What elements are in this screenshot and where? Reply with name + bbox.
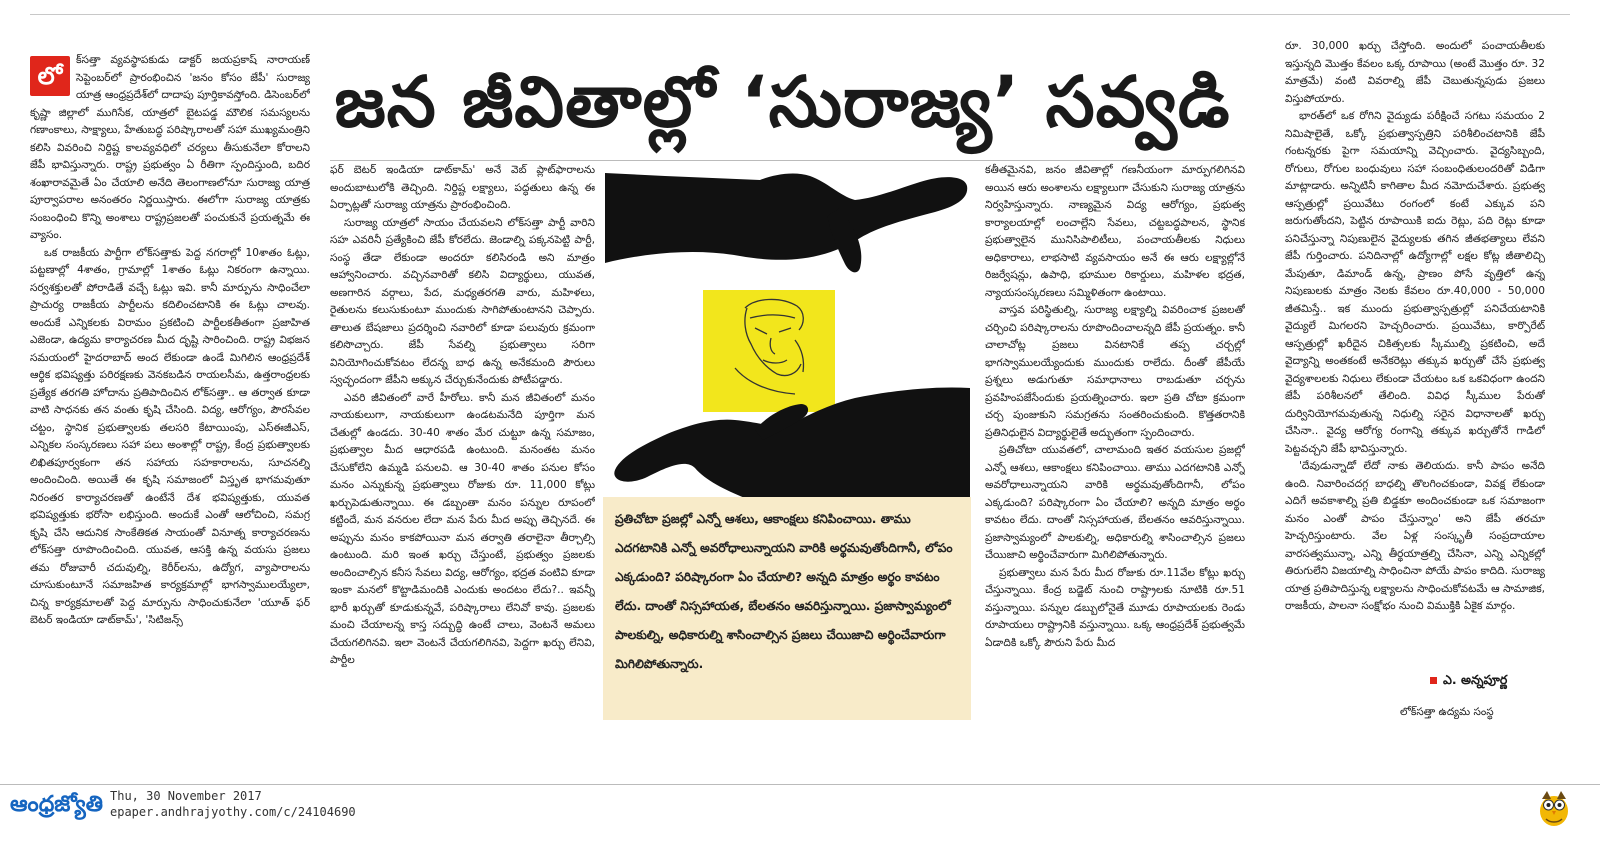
red-square-bullet-icon xyxy=(1430,677,1437,684)
column-2-para-2: సురాజ్య యాత్రలో సాయం చేయవలని లోక్‌సత్తా పార్టీ వారిని సహ ఎవరినీ ప్రత్యేకించి జేపీ కోరలేదు. జెండాల్ని పక్కనపెట్టి పార్టీ, సంస్థ తేడా లేకుండా అందరూ కలిసిరండి అని మాత్రం ఆహ్వానించారు. వచ్చినవారితో కలిసి విద్యార్థులు, యువత, అణగారిన వర్గాలు, పేద, మధ్యతరగతి వారు, మహిళలు, రైతులను కలుసుకుంటూ ముందుకు సాగిపోతుంటానని చెప్పారు. తాలుత బేషజాలు ప్రదర్శించి నవారిలో కూడా పలువురు క్రమంగా కలిసొచ్చారు. జేపీ సేవల్ని ప్రభుత్వాలు సరిగా వినియోగించుకోవటం లేదన్న బాధ ఉన్న అనేకమంది పౌరులు స్వచ్ఛందంగా జేపీని అక్కున చేర్చుకునేందుకు పోటీపడ్డారు. xyxy=(330,216,595,386)
column-4-para-2: భారత్‌లో ఒక రోగిని వైద్యుడు పరీక్షించే సగటు సమయం 2 నిమిషాలైతే, ఒక్కో ప్రభుత్వాస్పత్రిని పరిశీలించటానికి జేపీ గంటన్నరకు పైగా సమయాన్ని వెచ్చించారు. వైద్యసిబ్బంది, రోగులు, రోగుల బంధువులు సహా సంబంధితులందరితో విడిగా మాట్లాడారు. అన్నిటినీ కాగితాల మీద నమోదుచేశారు. ప్రభుత్వ ఆస్పత్రుల్లో ప్రయివేటు రంగంలో కంటే ఎక్కువ పని జరుగుతోందని, పెట్టిన రూపాయికి ఐదు రెట్లు, పది రెట్లు కూడా పనిచేస్తున్నా నిపుణులైన వైద్యులకు తగిన జీతభత్యాలు లేవని జేపీ గుర్తించారు. పనిదినాల్లో ఉద్యోగాల్లో లక్షల కోట్ల జీతాలిచ్చి మేపుతూ, డిమాండ్ ఉన్న, ప్రాణం పోసే వృత్తిలో ఉన్న నిపుణులకు మాత్రం నెలకు కేవలం రూ.40,000 - 50,000 జీతమిస్తే.. ఇక ముందు ప్రభుత్వాస్పత్రుల్లో పనిచేయటానికి వైద్యులే మిగలరని హెచ్చరించారు. ప్రయివేటు, కార్పొరేట్ ఆస్పత్రుల్లో ఖరీదైన చికిత్సలకు స్కీముల్ని ప్రకటించి, అదే వైద్యాన్ని అంతకంటే అనేకరెట్లు తక్కువ ఖర్చుతో చేసే ప్రభుత్వ వైద్యశాలలకు నిధులు లేకుండా చేయటం ఒక ఒకవిధంగా ఉందని జేపీ పరిశీలనలో తేలింది. వివిధ స్కీముల పేరుతో దుర్వినియోగమవుతున్న నిధుల్ని సరైన విధానాలతో ఖర్చు చేసినా.. వైద్య ఆరోగ్య రంగాన్ని తక్కువ ఖర్చుతోనే గాడిలో పెట్టవచ్చని జేపీ భావిస్తున్నారు. xyxy=(1285,110,1545,455)
article-headline: జన జీవితాల్లో ‘సురాజ్య’ సవ్వడి xyxy=(334,61,1231,143)
article-column-1 xyxy=(30,52,310,722)
andhrajyothy-logo[interactable]: ఆంధ్రజ్యోతి xyxy=(10,792,103,817)
column-3-para-2: వాస్తవ పరిస్థితుల్ని, సురాజ్య లక్ష్యాల్ని వివరించాక ప్రజలతో చర్చించి పరిష్కారాలను రూపొందించాలన్నది జేపీ ప్రయత్నం. కానీ చాలాచోట్ల ప్రజలు వినటానికే తప్ప చర్చల్లో భాగస్వాములయ్యేందుకు ముందుకు రాలేదు. దీంతో జేపీయే ప్రశ్నలు అడుగుతూ సమాధానాలు రాబడుతూ చర్చను ప్రవహింపజేసేందుకు ప్రయత్నించారు. ఇలా ప్రతి చోటా క్రమంగా చర్చ పుంజుకుని సమగ్రతను సంతరించుకుంది. కొత్తతరానికి ప్రతినిధులైన విద్యార్థులైతే అద్భుతంగా స్పందించారు. xyxy=(985,304,1245,439)
column-4-para-1: రూ. 30,000 ఖర్చు చేస్తోంది. అందులో పంచాయతీలకు ఇస్తున్నది మొత్తం కేవలం ఒక్క రూపాయి (అంటే మొత్తం రూ. 32 మాత్రమే) వంటి వివరాల్ని జేపీ చెబుతున్నపుడు ప్రజలు విస్తుపోయారు. xyxy=(1285,40,1545,105)
article-column-2 xyxy=(330,162,595,722)
author-byline xyxy=(1430,672,1507,691)
column-1-para-1: క్‌సత్తా వ్యవస్థాపకుడు డాక్టర్ జయప్రకాష్ నారాయణ్ సెప్టెంబర్‌లో ప్రారంభించిన 'జనం కోసం జేపీ' సురాజ్య యాత్ర ఆంధ్రప్రదేశ్‌లో దాదాపు పూర్తికావస్తోంది. డిసెంబర్‌లో కృష్ణా జిల్లాలో ముగిసేక, యాత్రలో బైటపడ్డ మౌలిక సమస్యలను గణాంకాలు, సాక్ష్యాలు, హేతుబద్ధ పరిష్కారాలతో సహా ముఖ్యమంత్రిని కలిసి వివరించి నిర్దిష్ట కాలవ్యవధిలో చర్యలు తీసుకునేలా కోరాలని జేపీ భావిస్తున్నారు. రాష్ట్ర ప్రభుత్వం ఏ రీతిగా స్పందిస్తుంది, బదిర శంఖారావమైతే ఏం చేయాలి అనేది తెలంగాణలోనూ సురాజ్య యాత్ర పూర్వాపరాల అనంతరం నిర్ణయిస్తారు. ఈలోగా సురాజ్య యాత్రకు సంబంధించి కొన్ని అంశాలు రాష్ట్రప్రజలతో పంచుకునే ప్రయత్నమే ఈ వ్యాసం. xyxy=(30,54,310,241)
column-4-para-3: 'దేవుడున్నాడో లేదో నాకు తెలియదు. కానీ పాపం అనేది ఉంది. నివారించదగ్గ బాధల్ని తొలగించకుండా, వివక్ష లేకుండా ఎదిగే అవకాశాల్ని ప్రతి బిడ్డకూ అందించకుండా ఒక సమాజంగా మనం ఎంతో పాపం చేస్తున్నాం' అని జేపీ తరచూ హెచ్చరిస్తుంటారు. వేల ఏళ్ల సంస్కృతీ సంప్రదాయాల వారసత్వమున్నా, ఎన్ని తీర్థయాత్రల్ని చేసినా, ఎన్ని ఎన్నికల్లో తిరుగులేని విజయాల్ని సాధించినా పోయే పాపం కాదిది. సురాజ్య యాత్ర ప్రతిపాదిస్తున్న లక్ష్యాలను సాధించుకోవటమే ఆ సామాజిక, రాజకీయ, పాలనా సంక్షోభం నుంచి విముక్తికి ఏకైక మార్గం. xyxy=(1285,460,1545,612)
column-3-para-1: కతీతమైనవి, జనం జీవితాల్లో గణనీయంగా మార్పుగలిగినవి అయిన ఆరు అంశాలను లక్ష్యాలుగా చేసుకుని సురాజ్య యాత్రను నిర్వహిస్తున్నారు. నాణ్యమైన విద్య ఆరోగ్యం, ప్రభుత్వ కార్యాలయాల్లో లంచాల్లేని సేవలు, చట్టబద్ధపాలన, స్థానిక ప్రభుత్వాలైన మునిసిపాలిటీలు, పంచాయతీలకు నిధులు అధికారాలు, లాభసాటి వ్యవసాయం అనే ఈ ఆరు లక్ష్యాల్లోనే రిజర్వేషన్లు, ఉపాధి, భూముల రికార్డులు, మహిళల భద్రత, న్యాయసంస్కరణలు సమ్మిళితంగా ఉంటాయి. xyxy=(985,164,1245,299)
epaper-url-link[interactable]: epaper.andhrajyothy.com/c/24104690 xyxy=(110,805,356,819)
lo-drop-cap-logo: లో xyxy=(30,56,70,96)
edition-date: Thu, 30 November 2017 xyxy=(110,789,262,803)
author-organization: లోక్‌సత్తా ఉద్యమ సంస్థ xyxy=(1400,706,1494,718)
author-name: ఎ. అన్నపూర్ణ xyxy=(1443,672,1508,687)
upper-hand-silhouette xyxy=(605,173,967,263)
article-column-4 xyxy=(1285,38,1545,678)
pull-quote-text: ప్రతిచోటా ప్రజల్లో ఎన్నో ఆశలు, ఆకాంక్షలు కనిపించాయి. తాము ఎదగటానికి ఎన్నో అవరోధాలున్నాయని వారికి అర్థమవుతోందిగానీ, లోపం ఎక్కడుంది? పరిష్కారంగా ఏం చేయాలి? అన్నది మాత్రం అర్థం కావటం లేదు. దాంతో నిస్సహాయత, బేలతనం ఆవరిస్తున్నాయి. ప్రజాస్వామ్యంలో పాలకుల్ని, అధికారుల్ని శాసించాల్సిన ప్రజలు చేయిజాచి అర్థించేవారుగా మిగిలిపోతున్నారు. xyxy=(615,512,953,671)
article-column-3 xyxy=(985,162,1245,710)
headline-rule xyxy=(330,160,1235,161)
yellow-portrait-square xyxy=(703,290,835,412)
column-3-para-4: ప్రభుత్వాలు మన పేరు మీద రోజుకు రూ.11వేల కోట్లు ఖర్చు చేస్తున్నాయి. కేంద్ర బడ్జెట్ నుంచి రాష్ట్రాలకు నూటికి రూ.51 వస్తున్నాయి. పన్నుల డబ్బులోనైతే మూడు రూపాయలకు రెండు రూపాయలు రాష్ట్రానికి వస్తున్నాయి. ఒక్క ఆంధ్రప్రదేశ్ ప్రభుత్వమే ఏడాదికి ఒక్కో పౌరుని పేరు మీద xyxy=(985,566,1245,649)
top-rule xyxy=(30,14,1570,15)
column-2-para-1: ఫర్ బెటర్ ఇండియా డాట్‌కామ్' అనే వెబ్ ప్లాట్‌ఫారాలను అందుబాటులోకి తెచ్చింది. నిర్దిష్ట లక్ష్యాలు, పద్ధతులు ఉన్న ఈ ఏర్పాట్లతో సురాజ్య యాత్రను ప్రారంభించింది. xyxy=(330,164,595,211)
footer-rule xyxy=(0,784,1600,785)
column-1-para-2: ఒక రాజకీయ పార్టీగా లోక్‌సత్తాకు పెద్ద నగరాల్లో 10శాతం ఓట్లు, పట్టణాల్లో 4శాతం, గ్రామాల్లో 1శాతం ఓట్లు నికరంగా ఉన్నాయి. సర్వశక్తులతో పోరాడితే వచ్చే ఓట్లు ఇవి. కానీ మార్పును సాధించేలా ప్రాచుర్య రాజకీయ పార్టీలను కదిలించటానికి ఈ ఓట్లు చాలవు. అందుకే ఎన్నికలకు విరామం ప్రకటించి పార్టీలకతీతంగా ప్రజాహిత ఎజెండా, ఉద్యమ కార్యాచరణ మీద దృష్టి సారించింది. రాష్ట్ర విభజన సమయంలో హైదరాబాద్ అంద లేకుండా ఉండే మిగిలిన ఆంధ్రప్రదేశ్ ఆర్థిక భవిష్యత్తు పరిరక్షణకు వెనకబడిన రాయలసీమ, ఉత్తరాంధ్రలకు ప్రత్యేక తరగతి హోదాను ప్రతిపాదించిన లోక్‌సత్తా.. ఆ తర్వాత కూడా వాటి సాధనకు తన వంతు కృషి చేసింది. విద్య, ఆరోగ్యం, పౌరసేవల చట్టం, స్థానిక ప్రభుత్వాలకు తలసరి కేటాయింపు, ఎస్‌ఈజీఎస్, ఎన్నికల సంస్కరణలు సహా పలు అంశాల్లో రాష్ట్ర, కేంద్ర ప్రభుత్వాలకు లిఖితపూర్వకంగా తన సహాయ సహకారాలను, సూచనల్ని అందించింది. అయితే ఈ కృషి సమాజంలో విస్తృత భాగమవుతూ నిరంతర కార్యాచరణతో ఉంటేనే దేశ భవిష్యత్తుకు, యువత భవిష్యత్తుకు భరోసా లభిస్తుంది. అందుకే ఎంతో ఆలోచించి, సమగ్ర కృషి చేసి ఆదునిక సాంకేతికత సాయంతో వినూత్న కార్యాచరణను లోక్‌సత్తా రూపొందించింది. యువత, ఆసక్తి ఉన్న వయసు ప్రజలు తమ రోజువారీ చదువుల్ని, కెరీర్‌లను, ఉద్యోగ, వ్యాపారాలను చూసుకుంటూనే సమాజహిత కార్యక్రమాల్లో భాగస్వాములయ్యేలా, చిన్న కార్యక్రమాలతో పెద్ద మార్పును సాధించుకునేలా 'యూత్ ఫర్ బెటర్ ఇండియా డాట్‌కామ్', 'సిటిజన్స్ xyxy=(30,246,310,626)
column-2-para-3: ఎవరి జీవితంలో వారే హీరోలు. కానీ మన జీవితంలో మనం నాయకులుగా, నాయకులుగా ఉండటమనేది పూర్తిగా మన చేతుల్లో ఉండదు. 30-40 శాతం మేర చుట్టూ ఉన్న సమాజం, ప్రభుత్వాల మీద ఆధారపడి ఉంటుంది. మనంతట మనం చేసుకోలేని ఉమ్మడి పనులవి. ఆ 30-40 శాతం పనుల కోసం మనం ఎన్నుకున్న ప్రభుత్వాలు రోజుకు రూ. 11,000 కోట్లు ఖర్చుపెడుతున్నాయి. ఈ డబ్బంతా మనం పన్నుల రూపంలో కట్టిందే, మన వనరుల లేదా మన పేరు మీద అప్పు తెచ్చినదే. ఈ అప్పును మనం కాకపోయినా మన తర్వాతి తరాలైనా తీర్చాల్సి ఉంటుంది. మరి ఇంత ఖర్చు చేస్తుంటే, ప్రభుత్వం ప్రజలకు అందించాల్సిన కనీస సేవలు విద్య, ఆరోగ్యం, భద్రత వంటివి కూడా ఇంకా మనలో కొట్టాడిమందికి ఎందుకు అందటం లేదు?.. ఇవన్నీ భారీ ఖర్చుతో కూడుకున్నవే, పరిష్కారాలు లేనివో కావు. ప్రజలకు మంచి చేయాలన్న కాస్త సద్బుద్ధి ఉంటే చాలు, వెంటనే అమలు చేయగలిగినవి. ఇలా వెంటనే చేయగలిగినవి, పెద్దగా ఖర్చు లేనివి, పార్టీల xyxy=(330,391,595,666)
column-3-para-3: ప్రతిచోటా యువతలో, చాలామంది ఇతర వయసుల ప్రజల్లో ఎన్నో ఆశలు, ఆకాంక్షలు కనిపించాయి. తాము ఎదగటానికి ఎన్నో అవరోధాలున్నాయని వారికి అర్థమవుతోందిగానీ, లోపం ఎక్కడుంది? పరిష్కారంగా ఏం చేయాలి? అన్నది మాత్రం అర్థం కావటం లేదు. దాంతో నిస్సహాయత, బేలతనం ఆవరిస్తున్నాయి. ప్రజాస్వామ్యంలో పాలకుల్ని, అధికారుల్ని శాసించాల్సిన ప్రజలు చేయిజాచి అర్థించేవారుగా మిగిలిపోతున్నారు. xyxy=(985,444,1245,561)
owl-mascot-icon xyxy=(1538,789,1570,827)
illustration-hands xyxy=(605,168,970,498)
